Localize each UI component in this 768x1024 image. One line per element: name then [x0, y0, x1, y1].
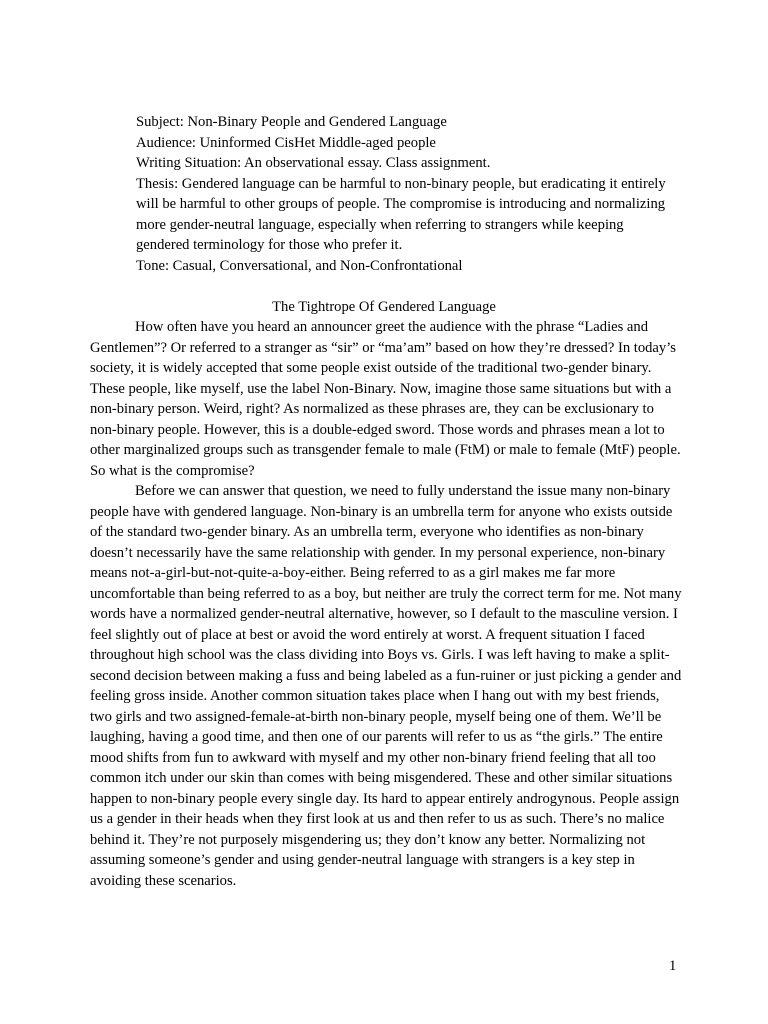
thesis-line: Thesis: Gendered language can be harmful to non-binary people, but eradicating it entirely will be harmful to other groups of people. The compromise is introducing and normalizing more gender-neutral language, especially when referring to strangers while keeping gendered terminology for those who prefer it. [136, 175, 666, 253]
essay-paragraph-1: How often have you heard an announcer greet the audience with the phrase “Ladies and Gentlemen”? Or referred to a stranger as “sir” or “ma’am” based on how they’re dressed? In today’s society, it is widely accepted that some people exist outside of the traditional two-gender binary. These people, like myself, use the label Non-Binary. Now, imagine those same situations but with a non-binary person. Weird, right? As normalized as these phrases are, they can be exclusionary to non-binary people. However, this is a double-edged sword. Those words and phrases mean a lot to other marginalized groups such as transgender female to male (FtM) or male to female (MtF) people. So what is the compromise? [90, 319, 681, 479]
essay-body [90, 317, 682, 891]
audience-line: Audience: Uninformed CisHet Middle-aged people [136, 134, 436, 151]
subject-line: Subject: Non-Binary People and Gendered Language [136, 114, 447, 130]
writing-situation-line: Writing Situation: An observational essay. Class assignment. [136, 155, 491, 171]
page-number: 1 [669, 958, 677, 974]
essay-title: The Tightrope Of Gendered Language [272, 299, 496, 315]
essay-paragraph-2: Before we can answer that question, we need to fully understand the issue many non-binary people have with gendered language. Non-binary is an umbrella term for anyone who exists outside of the standard two-gender binary. As an umbrella term, everyone who identifies as non-binary doesn’t necessarily have the same relationship with gender. In my personal experience, non-binary means not-a-girl-but-not-quite-a-boy-either. Being referred to as a girl makes me far more uncomfortable than being referred to as a boy, but neither are truly the correct term for me. Not many words have a normalized gender-neutral alternative, however, so I default to the masculine version. I feel slightly out of place at best or avoid the word entirely at worst. A frequent situation I faced throughout high school was the class dividing into Boys vs. Girls. I was left having to make a split-second decision between making a fuss and being labeled as a fun-ruiner or just picking a gender and feeling gross inside. Another common situation takes place when I hang out with my best friends, two girls and two assigned-female-at-birth non-binary people, myself being one of them. We’ll be laughing, having a good time, and then one of our parents will refer to us as “the girls.” The entire mood shifts from fun to awkward with myself and my other non-binary friend feeling that all too common itch under our skin than comes with being misgendered. These and other similar situations happen to non-binary people every single day. Its hard to appear entirely androgynous. People assign us a gender in their heads when they first look at us and then refer to us as such. There’s no malice behind it. They’re not purposely misgendering us; they don’t know any better. Normalizing not assuming someone’s gender and using gender-neutral language with strangers is a key step in avoiding these scenarios. [90, 483, 682, 889]
tone-line: Tone: Casual, Conversational, and Non-Confrontational [136, 257, 463, 274]
essay-preamble [136, 112, 676, 276]
